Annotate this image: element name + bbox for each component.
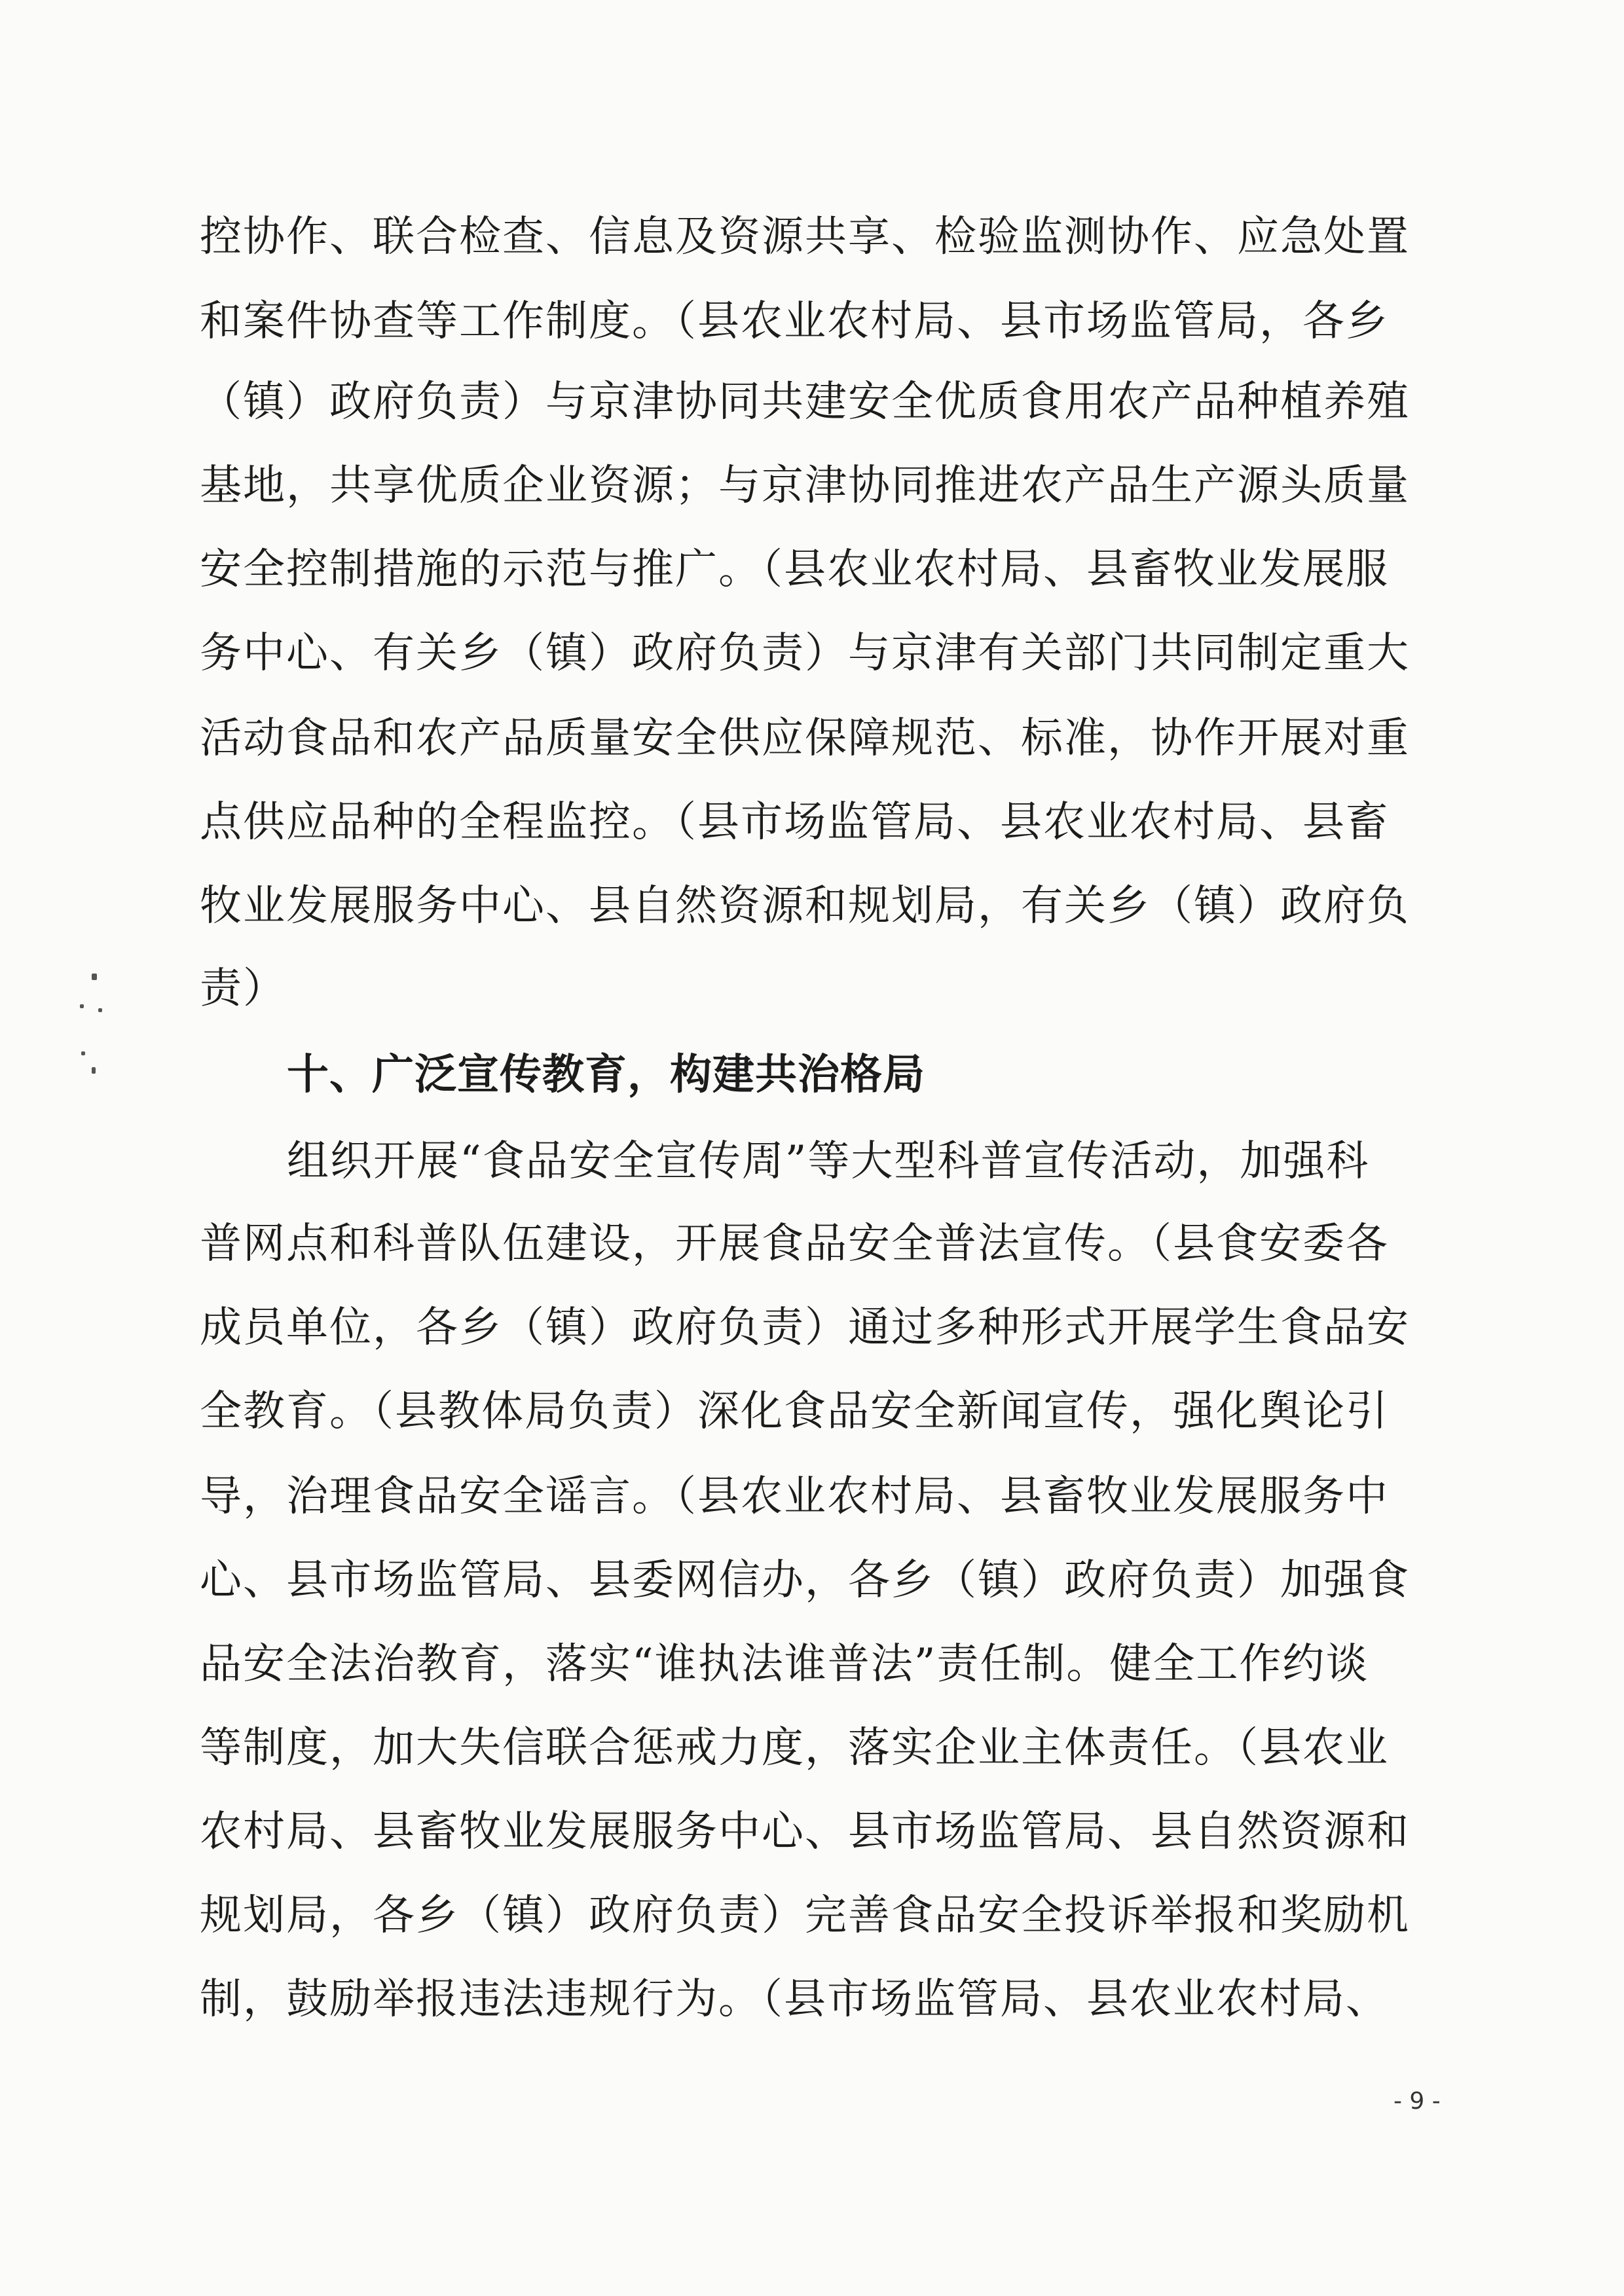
body-line: 农村局、县畜牧业发展服务中心、县市场监管局、县自然资源和 <box>200 1808 1410 1856</box>
body-line: 基地，共享优质企业资源；与京津协同推进农产品生产源头质量 <box>200 462 1410 510</box>
body-line: 控协作、联合检查、信息及资源共享、检验监测协作、应急处置 <box>200 213 1410 261</box>
body-line: 务中心、有关乡（镇）政府负责）与京津有关部门共同制定重大 <box>200 629 1410 678</box>
body-line: 点供应品种的全程监控。（县市场监管局、县农业农村局、县畜 <box>200 798 1389 847</box>
body-line: 规划局，各乡（镇）政府负责）完善食品安全投诉举报和奖励机 <box>200 1891 1410 1940</box>
scan-dot <box>98 1008 102 1012</box>
body-line: 牧业发展服务中心、县自然资源和规划局，有关乡（镇）政府负 <box>200 882 1410 930</box>
scan-dot <box>92 1067 96 1074</box>
page-number: - 9 - <box>1393 2088 1441 2115</box>
body-line: 心、县市场监管局、县委网信办，各乡（镇）政府负责）加强食 <box>200 1556 1410 1605</box>
body-line: 等制度，加大失信联合惩戒力度，落实企业主体责任。（县农业 <box>200 1724 1389 1772</box>
body-line: 导，治理食品安全谣言。（县农业农村局、县畜牧业发展服务中 <box>200 1472 1389 1521</box>
body-line: 安全控制措施的示范与推广。（县农业农村局、县畜牧业发展服 <box>200 545 1389 594</box>
body-line: 责） <box>200 964 286 1013</box>
scan-dot <box>80 1004 84 1008</box>
scan-dot <box>81 1051 85 1055</box>
body-line: 普网点和科普队伍建设，开展食品安全普法宣传。（县食安委各 <box>200 1220 1389 1268</box>
body-line: 活动食品和农产品质量安全供应保障规范、标准，协作开展对重 <box>200 714 1410 763</box>
body-line: （镇）政府负责）与京津协同共建安全优质食用农产品种植养殖 <box>200 378 1410 426</box>
body-line: 和案件协查等工作制度。（县农业农村局、县市场监管局，各乡 <box>200 297 1389 346</box>
body-line: 制，鼓励举报违法违规行为。（县市场监管局、县农业农村局、 <box>200 1975 1389 2024</box>
section-heading: 十、广泛宣传教育，构建共治格局 <box>287 1051 925 1099</box>
body-line: 成员单位，各乡（镇）政府负责）通过多种形式开展学生食品安 <box>200 1303 1410 1352</box>
body-line: 组织开展“食品安全宣传周”等大型科普宣传活动，加强科 <box>287 1137 1370 1186</box>
body-line: 品安全法治教育，落实“谁执法谁普法”责任制。健全工作约谈 <box>200 1640 1369 1688</box>
scan-dot <box>92 974 97 980</box>
body-line: 全教育。（县教体局负责）深化食品安全新闻宣传，强化舆论引 <box>200 1387 1389 1436</box>
